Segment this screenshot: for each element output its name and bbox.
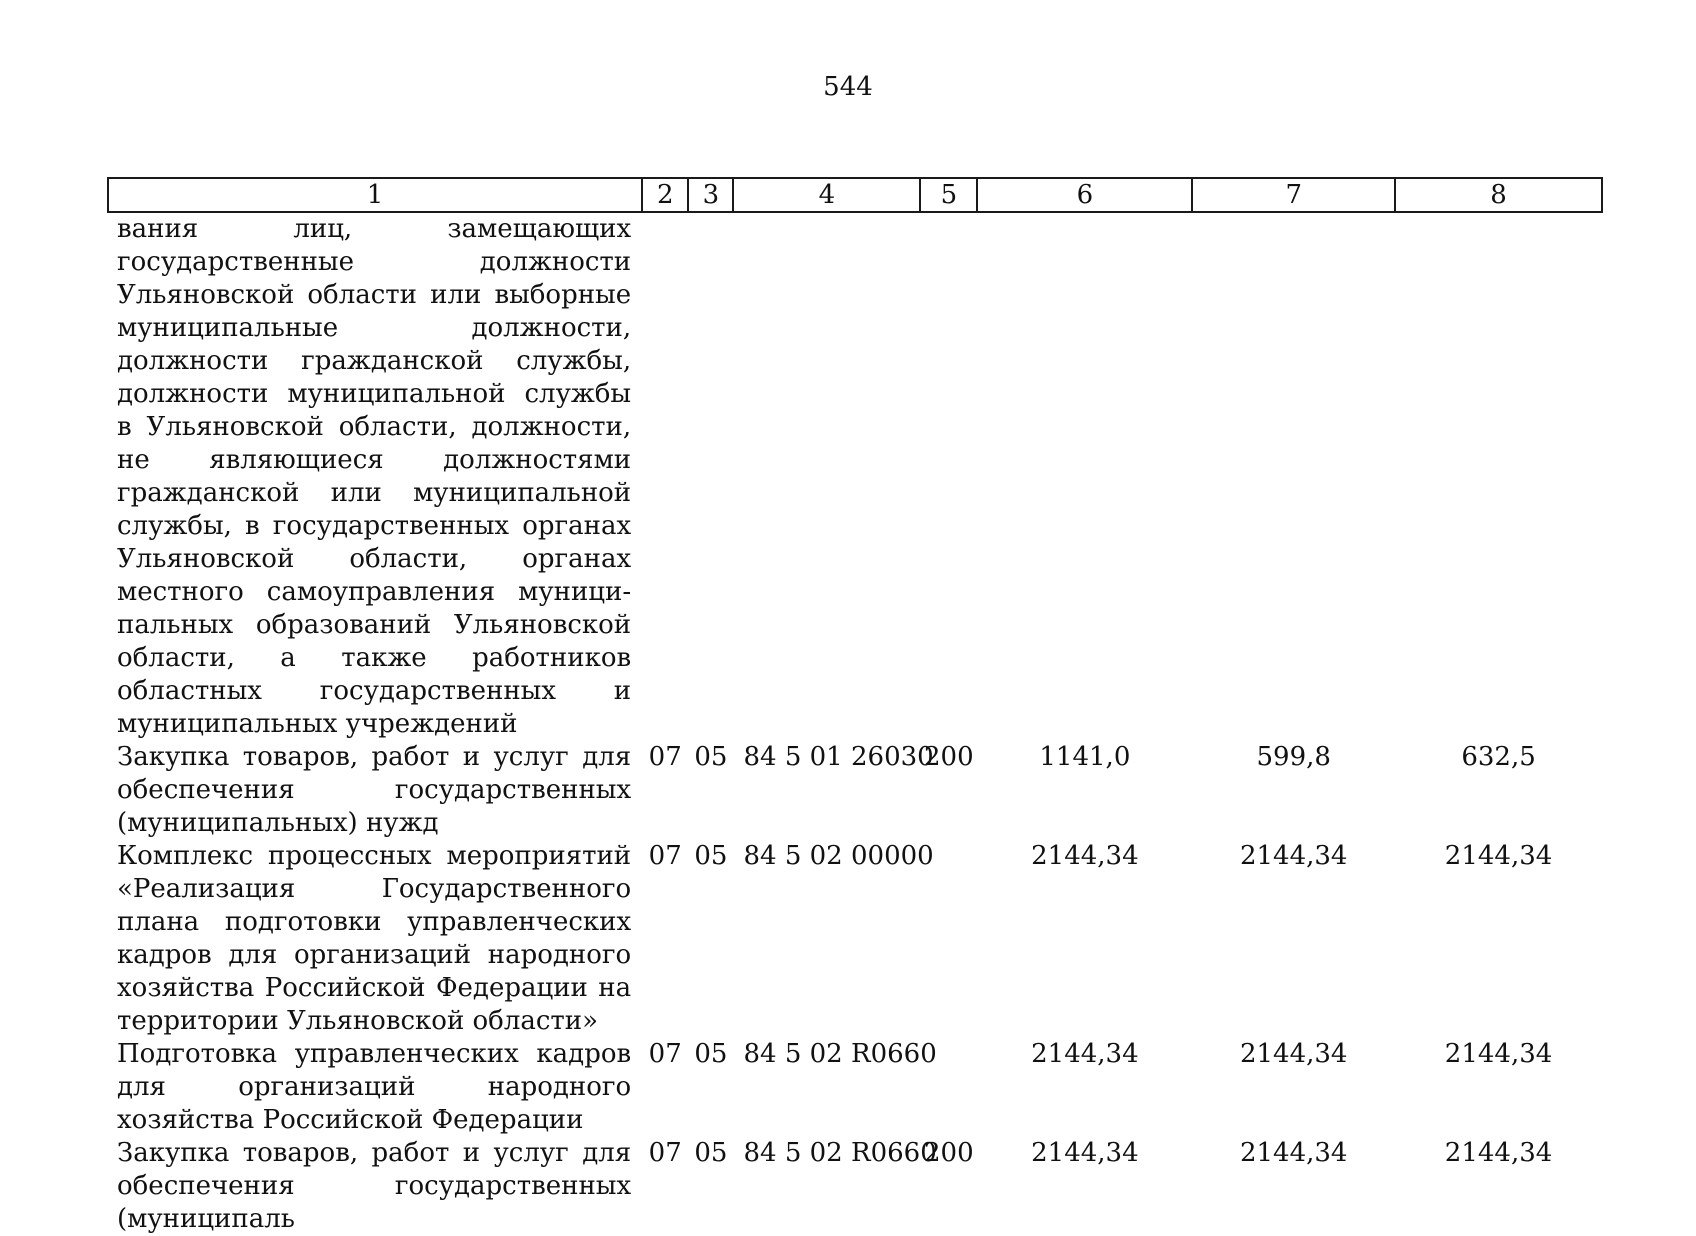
row-subsection: 05 [694,841,728,871]
row-subsection: 05 [694,1138,728,1168]
table-row [108,741,1602,840]
table-row [108,840,1602,1038]
row-section: 07 [648,742,682,772]
row-amount-col7: 2144,34 [1239,841,1348,871]
row-amount-col6: 2144,34 [1031,841,1139,871]
row-expense-type: 200 [924,1138,974,1168]
row-target-code: 84 5 02 R0660 [743,1039,937,1069]
row-target-code: 84 5 02 00000 [743,841,934,871]
row-amount-col8: 2144,34 [1444,841,1553,871]
row-amount-col7: 599,8 [1256,742,1331,772]
row-amount-col8: 2144,34 [1444,1039,1553,1069]
budget-table [107,177,1603,1236]
row-amount-col7 [1192,212,1395,741]
row-target-code: 84 5 01 26030 [743,742,934,772]
row-expense-type [920,212,977,741]
header-col-8: 8 [1395,178,1602,212]
row-subsection: 05 [694,1039,728,1069]
row-amount-col7: 2144,34 [1239,1039,1348,1069]
row-expense-type: 200 [924,742,974,772]
row-amount-col6: 1141,0 [1039,742,1131,772]
row-section: 07 [648,1138,682,1168]
row-amount-col6: 2144,34 [1031,1039,1139,1069]
row-section [642,212,688,741]
table-row [108,212,1602,741]
header-col-7: 7 [1192,178,1395,212]
header-col-3: 3 [688,178,733,212]
row-section: 07 [648,841,682,871]
table-row [108,1137,1602,1236]
row-amount-col7: 2144,34 [1239,1138,1348,1168]
row-description: Закупка товаров, работ и услуг для обеспечения государственных (муниципальных) нужд [117,742,632,838]
row-description: Комплекс процессных мероприятий «Реализация Государственного плана подготовки управленческих кадров для организаций народного хозяйства Российской Федерации на территории Ульяновской области» [117,841,632,1036]
header-col-6: 6 [977,178,1192,212]
header-col-1: 1 [108,178,642,212]
row-amount-col8: 632,5 [1461,742,1536,772]
row-description: Подготовка управленческих кадров для организаций народного хозяйства Российской Федерации [117,1039,632,1135]
header-col-2: 2 [642,178,688,212]
header-col-5: 5 [920,178,977,212]
row-target-code [733,212,920,741]
row-amount-col8 [1395,212,1602,741]
row-target-code: 84 5 02 R0660 [743,1138,937,1168]
row-subsection: 05 [694,742,728,772]
table-row [108,1038,1602,1137]
row-amount-col8: 2144,34 [1444,1138,1553,1168]
row-amount-col6: 2144,34 [1031,1138,1139,1168]
header-col-4: 4 [733,178,920,212]
row-section: 07 [648,1039,682,1069]
row-description: вания лиц, замещающих государственные должности Ульяновской области или выборные муниципальные должности, должности гражданской службы, должности муниципальной службы в Ульяновской области, должности, не являющиеся должностями гражданской или муниципальной службы, в государственных органах Ульяновской области, органах местного самоуправления муниципальных образований Ульяновской области, а также работников областных государственных и муниципальных учреждений [117,214,632,739]
row-description: Закупка товаров, работ и услуг для обеспечения государственных (муниципаль [117,1138,632,1234]
page-number: 544 [823,72,873,102]
row-amount-col6 [977,212,1192,741]
row-subsection [688,212,733,741]
table-header-row [108,178,1602,212]
